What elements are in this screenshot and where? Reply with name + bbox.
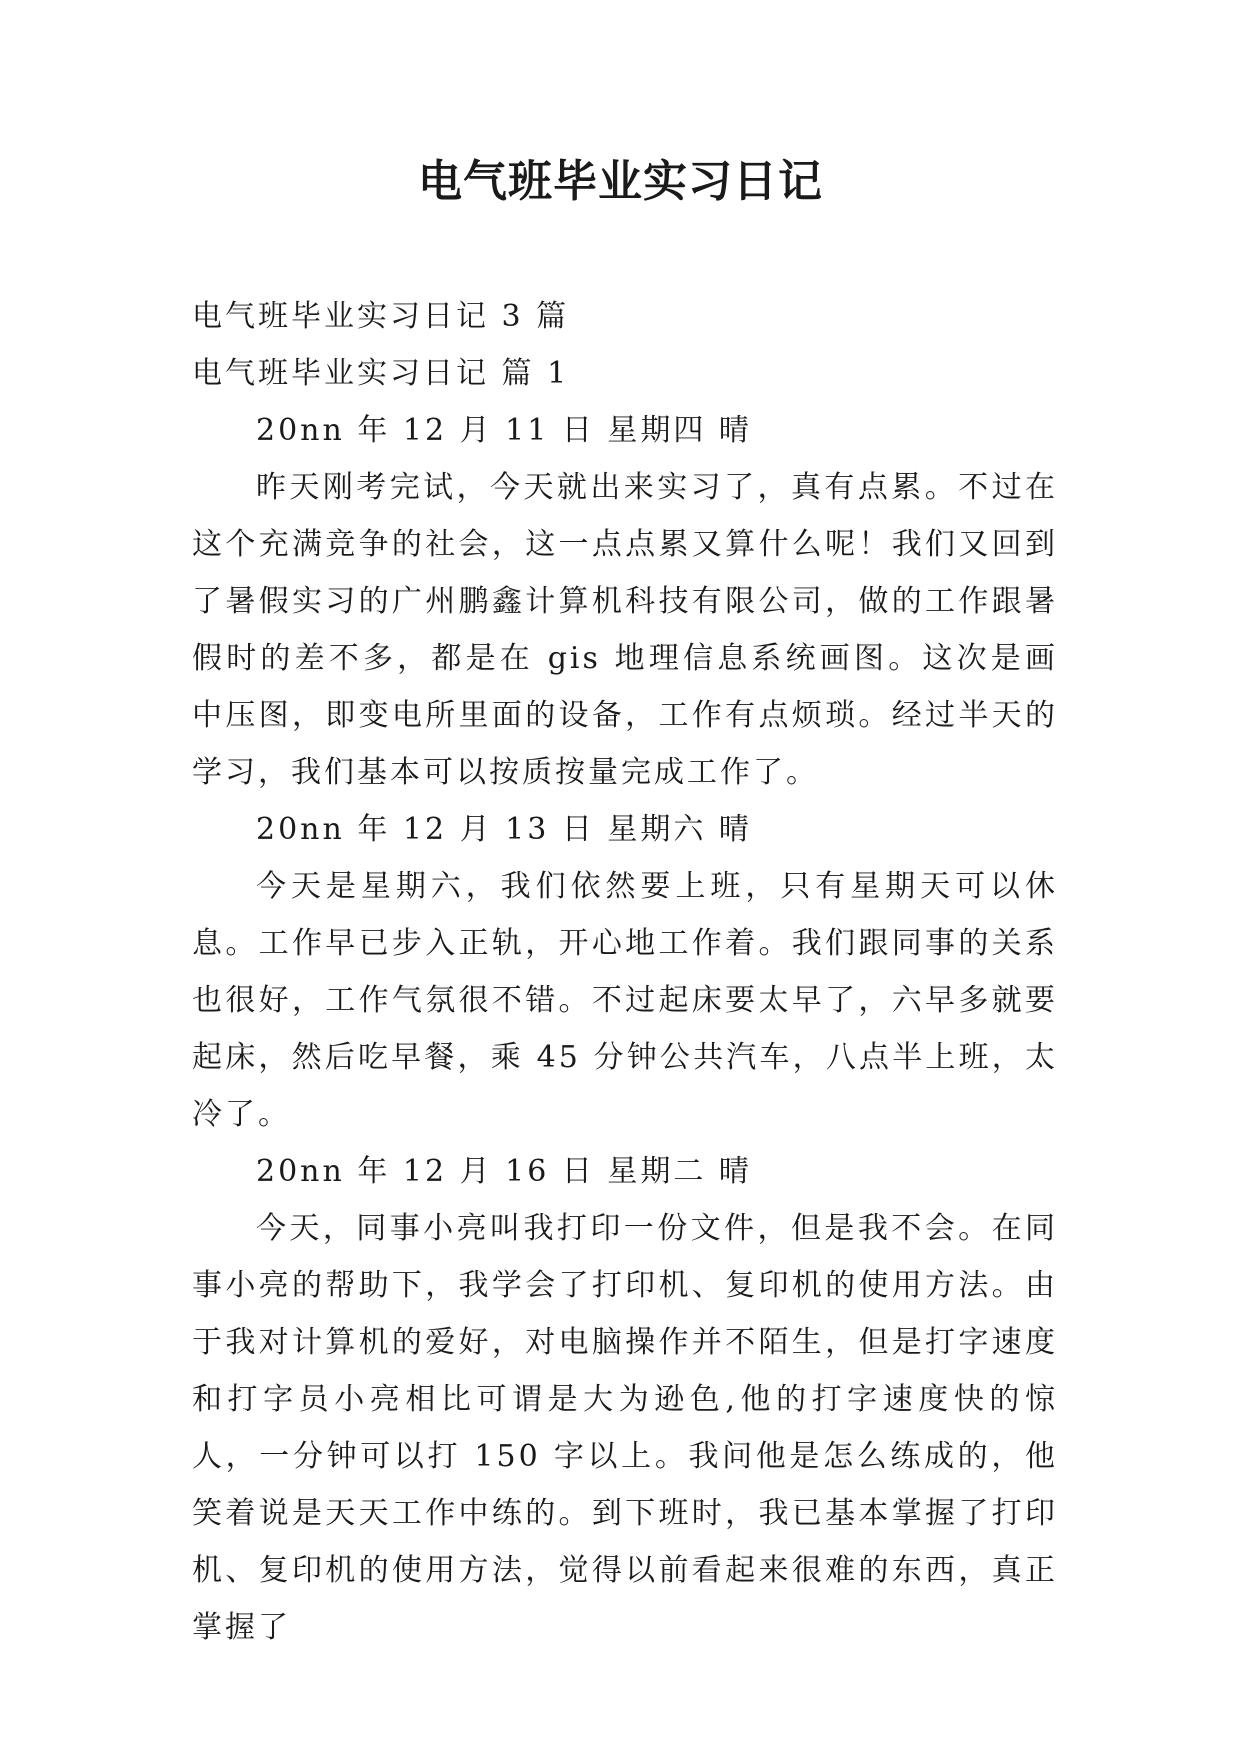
diary-date: 20nn 年 12 月 16 日 星期二 晴 <box>256 1154 752 1189</box>
section-heading: 电气班毕业实习日记 篇 1 <box>192 356 570 391</box>
document-body <box>192 288 1058 1656</box>
diary-entry: 今天，同事小亮叫我打印一份文件，但是我不会。在同事小亮的帮助下，我学会了打印机、复印机的使用方法。由于我对计算机的爱好，对电脑操作并不陌生，但是打字速度和打字员小亮相比可谓是大为逊色,他的打字速度快的惊人，一分钟可以打 150 字以上。我问他是怎么练成的，他笑着说是天天工作中练的。到下班时，我已基本掌握了打印机、复印机的使用方法，觉得以前看起来很难的东西，真正掌握了 <box>192 1211 1058 1645</box>
diary-date: 20nn 年 12 月 11 日 星期四 晴 <box>256 413 752 448</box>
diary-entry: 今天是星期六，我们依然要上班，只有星期天可以休息。工作早已步入正轨，开心地工作着。我们跟同事的关系也很好，工作气氛很不错。不过起床要太早了，六早多就要起床，然后吃早餐，乘 45 分钟公共汽车，八点半上班，太冷了。 <box>192 869 1058 1132</box>
document-title: 电气班毕业实习日记 <box>418 156 823 207</box>
subtitle-line: 电气班毕业实习日记 3 篇 <box>192 299 570 334</box>
diary-date: 20nn 年 12 月 13 日 星期六 晴 <box>256 812 752 847</box>
diary-entry: 昨天刚考完试，今天就出来实习了，真有点累。不过在这个充满竞争的社会，这一点点累又算什么呢！我们又回到了暑假实习的广州鹏鑫计算机科技有限公司，做的工作跟暑假时的差不多，都是在 gis 地理信息系统画图。这次是画中压图，即变电所里面的设备，工作有点烦琐。经过半天的学习，我们基本可以按质按量完成工作了。 <box>192 470 1058 790</box>
